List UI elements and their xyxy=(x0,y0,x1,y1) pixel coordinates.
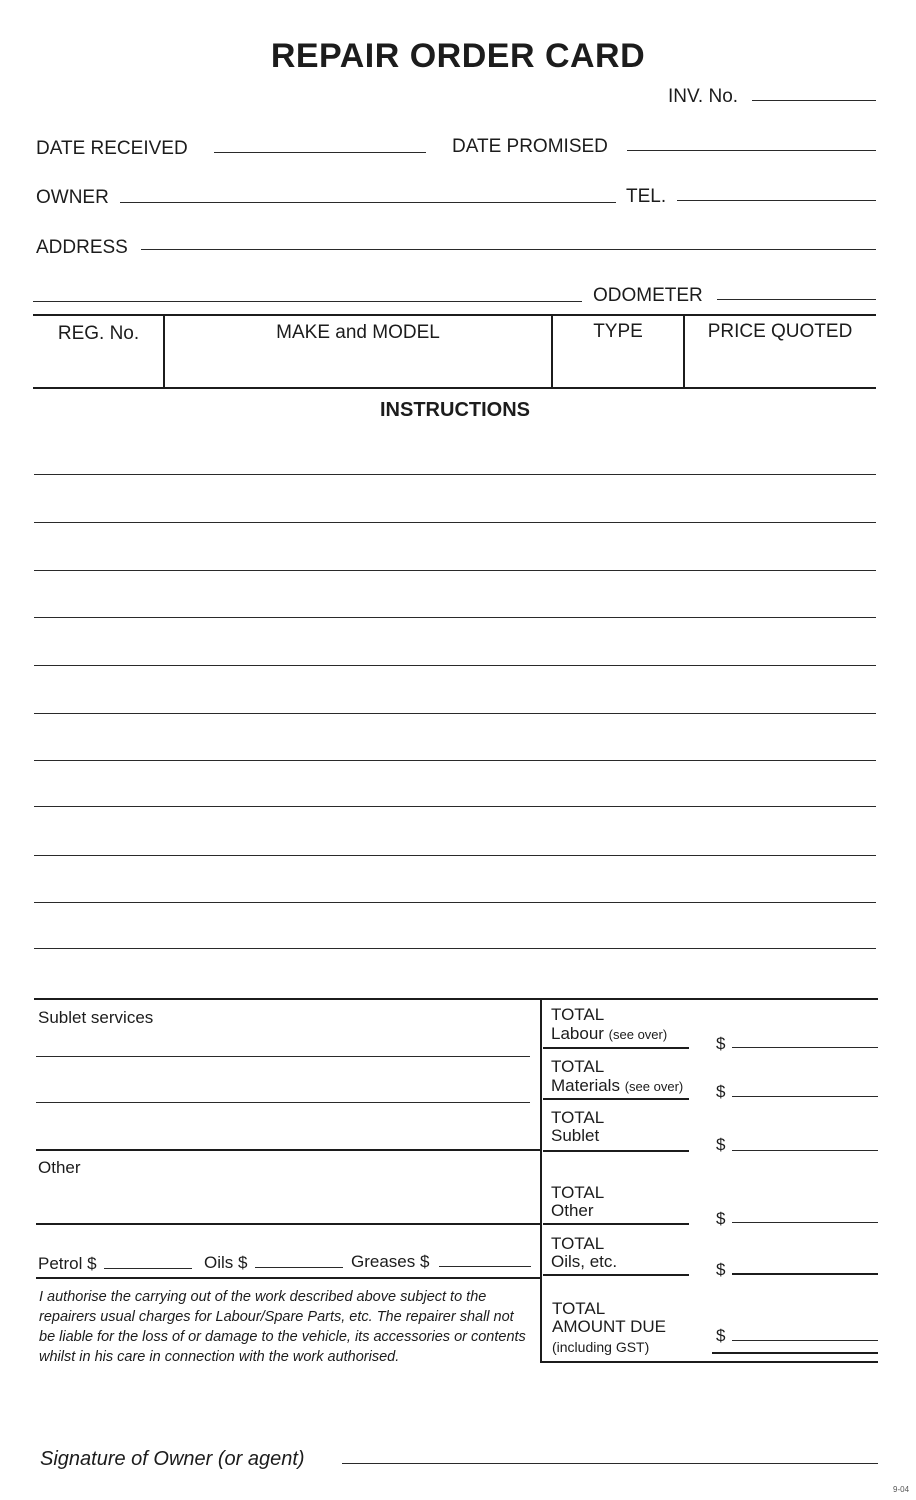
instruction-line[interactable] xyxy=(34,522,876,523)
owner-label: OWNER xyxy=(36,187,109,208)
signature-field[interactable] xyxy=(342,1463,878,1464)
instruction-line[interactable] xyxy=(34,474,876,475)
total-amount-due-field[interactable] xyxy=(732,1340,878,1341)
date-promised-field[interactable] xyxy=(627,150,876,151)
total-materials-rule xyxy=(543,1098,689,1100)
dollar-sign: $ xyxy=(716,1034,726,1053)
other-label: Other xyxy=(38,1158,81,1177)
total-sublet-label: Sublet xyxy=(551,1126,600,1145)
instruction-line[interactable] xyxy=(34,570,876,571)
instruction-line[interactable] xyxy=(34,665,876,666)
instruction-line[interactable] xyxy=(34,855,876,856)
signature-label: Signature of Owner (or agent) xyxy=(40,1448,305,1470)
oils-label: Oils $ xyxy=(204,1253,248,1272)
instruction-line[interactable] xyxy=(34,948,876,949)
amount-due-double-rule xyxy=(712,1352,878,1354)
including-gst-note: (including GST) xyxy=(552,1339,650,1355)
vehicle-table-bottom-border xyxy=(33,387,876,389)
sublet-services-line[interactable] xyxy=(36,1056,530,1057)
odometer-field[interactable] xyxy=(717,299,876,300)
petrol-field[interactable] xyxy=(104,1268,192,1269)
dollar-sign: $ xyxy=(716,1326,726,1345)
address-label: ADDRESS xyxy=(36,237,128,258)
oils-field[interactable] xyxy=(255,1267,343,1268)
inv-no-field[interactable] xyxy=(752,100,876,101)
total-sublet-title: TOTAL xyxy=(551,1108,605,1127)
instruction-line[interactable] xyxy=(34,806,876,807)
total-labour-field[interactable] xyxy=(732,1047,878,1048)
total-oils-rule xyxy=(543,1274,689,1276)
total-other-title: TOTAL xyxy=(551,1183,605,1202)
make-model-header: MAKE and MODEL xyxy=(276,322,440,343)
dollar-sign: $ xyxy=(716,1260,726,1279)
greases-label: Greases $ xyxy=(351,1252,430,1271)
sublet-services-label: Sublet services xyxy=(38,1008,154,1027)
other-section-border xyxy=(36,1223,540,1225)
total-labour-title: TOTAL xyxy=(551,1005,605,1024)
total-other-rule xyxy=(543,1223,689,1225)
dollar-sign: $ xyxy=(716,1082,726,1101)
authorisation-disclaimer: I authorise the carrying out of the work described above subject to the repairers usual charges for Labour/Spare Parts, etc. The repairer shall not be liable for the loss of or damage to the vehicle, its accessories or contents whilst in his care in connection with the work authorised. xyxy=(39,1289,526,1365)
inv-no-label: INV. No. xyxy=(668,86,739,107)
total-sublet-rule xyxy=(543,1150,689,1152)
total-oils-field[interactable] xyxy=(732,1273,878,1275)
reg-no-header: REG. No. xyxy=(57,323,140,344)
date-promised-label: DATE PROMISED xyxy=(452,136,608,157)
type-header: TYPE xyxy=(593,321,643,342)
totals-bottom-border xyxy=(541,1361,878,1363)
odometer-label: ODOMETER xyxy=(593,285,703,306)
tel-field[interactable] xyxy=(677,200,876,201)
total-other-label: Other xyxy=(551,1201,594,1220)
date-received-field[interactable] xyxy=(214,152,426,153)
date-received-label: DATE RECEIVED xyxy=(36,138,188,159)
instruction-line[interactable] xyxy=(34,713,876,714)
total-materials-label: Materials (see over) xyxy=(551,1076,684,1095)
dollar-sign: $ xyxy=(716,1209,726,1228)
fuel-section-border xyxy=(36,1277,540,1279)
form-code: 9-04 xyxy=(893,1485,910,1494)
total-labour-label: Labour (see over) xyxy=(551,1024,668,1043)
bottom-section-top-border xyxy=(34,998,878,1000)
total-amount-due-title: TOTAL xyxy=(552,1299,606,1318)
total-other-field[interactable] xyxy=(732,1222,878,1223)
sublet-services-line[interactable] xyxy=(36,1102,530,1103)
address-field[interactable] xyxy=(141,249,876,250)
instructions-heading: INSTRUCTIONS xyxy=(380,399,530,421)
total-sublet-field[interactable] xyxy=(732,1150,878,1151)
owner-field[interactable] xyxy=(120,202,616,203)
total-oils-title: TOTAL xyxy=(551,1234,605,1253)
totals-divider xyxy=(540,999,542,1363)
total-oils-label: Oils, etc. xyxy=(551,1252,618,1271)
price-quoted-header: PRICE QUOTED xyxy=(707,321,853,342)
instruction-line[interactable] xyxy=(34,902,876,903)
total-labour-rule xyxy=(543,1047,689,1049)
petrol-label: Petrol $ xyxy=(38,1254,97,1273)
instruction-line[interactable] xyxy=(34,617,876,618)
tel-label: TEL. xyxy=(626,186,667,207)
total-amount-due-label: AMOUNT DUE xyxy=(552,1317,666,1336)
total-materials-title: TOTAL xyxy=(551,1057,605,1076)
form-title: REPAIR ORDER CARD xyxy=(270,37,646,75)
address-field-line-2[interactable] xyxy=(33,301,582,302)
greases-field[interactable] xyxy=(439,1266,531,1267)
vehicle-table-top-border xyxy=(33,314,876,316)
dollar-sign: $ xyxy=(716,1135,726,1154)
instruction-line[interactable] xyxy=(34,760,876,761)
sublet-section-border xyxy=(36,1149,540,1151)
total-materials-field[interactable] xyxy=(732,1096,878,1097)
